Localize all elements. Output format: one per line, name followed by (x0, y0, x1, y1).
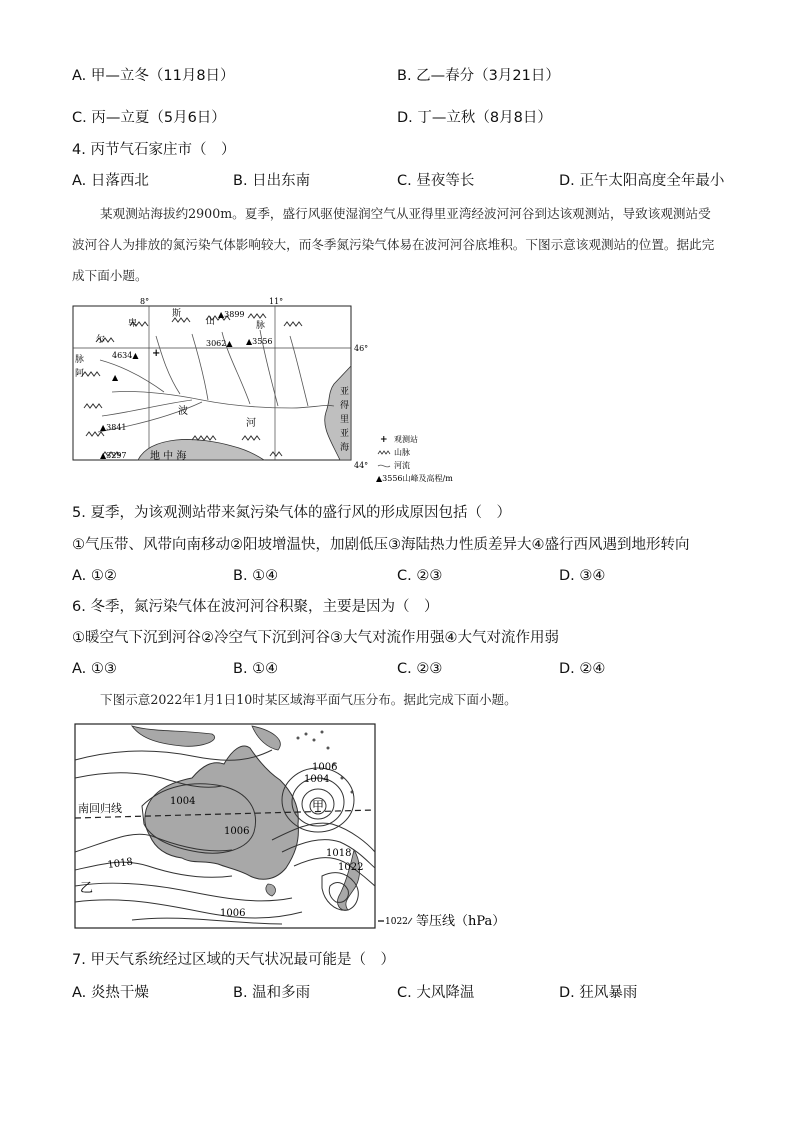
adriatic-char-5: 海 (340, 443, 350, 453)
q7-stem: 7. 甲天气系统经过区域的天气状况最可能是（ ） (72, 952, 395, 968)
mountain-char-4: 斯 (172, 309, 182, 319)
legend-river: 河流 (394, 461, 410, 470)
isobar-label-1018-west: 1018 (106, 856, 134, 871)
q6-option-c: C. ②③ (397, 661, 443, 677)
q5-option-a: A. ①② (72, 568, 117, 584)
isobar-label-1006-south: 1006 (220, 908, 246, 919)
isobar-label-1004-cyclone: 1004 (304, 774, 330, 785)
peak-3841: ▲3841 (100, 423, 127, 432)
mountain-char-6: 脉 (256, 321, 266, 331)
q5-option-d: D. ③④ (559, 568, 606, 584)
legend-peak: ▲3556山峰及高程/m (376, 474, 453, 483)
isobar-label-1018-east: 1018 (326, 848, 352, 859)
adriatic-char-4: 亚 (340, 429, 350, 439)
legend-mountain-icon (378, 451, 390, 454)
lat-label-46: 46° (354, 344, 369, 353)
adriatic-char-3: 里 (340, 415, 350, 425)
po-valley-map (72, 296, 454, 490)
peak-4634: 4634▲ (112, 351, 139, 360)
legend-station: 观测站 (394, 435, 418, 444)
adriatic-char-2: 得 (340, 401, 350, 411)
passage-1 (72, 198, 722, 291)
peak-3556: ▲3556 (246, 337, 273, 346)
q4-option-c: C. 昼夜等长 (397, 173, 475, 189)
peak-3297: ▲3297 (100, 451, 127, 460)
q6-option-b: B. ①④ (233, 661, 279, 677)
q4-option-d: D. 正午太阳高度全年最小 (559, 173, 725, 189)
mountain-char-1: 阿 (75, 369, 85, 379)
q7-option-c: C. 大风降温 (397, 985, 475, 1001)
peak-3062: 3062▲ (206, 339, 233, 348)
q7-option-b: B. 温和多雨 (233, 985, 311, 1001)
lat-label-44: 44° (354, 461, 369, 470)
legend-isobar-text: 等压线（hPa） (416, 914, 506, 929)
legend-station-icon: + (380, 435, 388, 445)
passage-2-text: 下图示意2022年1月1日10时某区域海平面气压分布。据此完成下面小题。 (100, 692, 517, 707)
pressure-legend (378, 913, 505, 929)
q3-option-b: B. 乙—春分（3月21日） (397, 68, 560, 84)
q7-option-d: D. 狂风暴雨 (559, 985, 638, 1001)
q3-option-c: C. 丙—立夏（5月6日） (72, 110, 226, 126)
tropic-label: 南回归线 (78, 802, 122, 815)
passage-2 (72, 684, 722, 715)
q5-stem: 5. 夏季，为该观测站带来氮污染气体的盛行风的形成原因包括（ ） (72, 505, 511, 521)
q6-option-a: A. ①③ (72, 661, 117, 677)
station-marker: + (152, 348, 161, 359)
q7-option-a: A. 炎热干燥 (72, 985, 149, 1001)
q3-option-d: D. 丁—立秋（8月8日） (397, 110, 552, 126)
q6-option-d: D. ②④ (559, 661, 606, 677)
mountain-char-3: 卑 (128, 319, 138, 329)
q5-option-c: C. ②③ (397, 568, 443, 584)
q5-option-b: B. ①④ (233, 568, 279, 584)
peak-3899: ▲3899 (218, 310, 245, 319)
sea-label: 地 中 海 (150, 451, 187, 462)
q4-option-b: B. 日出东南 (233, 173, 311, 189)
q6-stem: 6. 冬季，氮污染气体在波河河谷积聚，主要是因为（ ） (72, 599, 439, 615)
q4-option-a: A. 日落西北 (72, 173, 149, 189)
map-legend (376, 434, 453, 483)
point-jia: 甲 (312, 799, 325, 813)
isobar-label-1022: 1022 (338, 862, 364, 873)
mountain-char-a: 脉 (75, 355, 85, 365)
adriatic-char-1: 亚 (340, 387, 350, 397)
lon-label-11: 11° (269, 297, 284, 306)
point-yi: 乙 (80, 881, 94, 896)
q3-option-a: A. 甲—立冬（11月8日） (72, 68, 235, 84)
legend-isobar-value: 1022 (385, 917, 408, 927)
legend-river-icon (378, 465, 390, 467)
legend-mountain: 山脉 (394, 448, 410, 457)
sea-level-pressure-map (72, 720, 522, 934)
mountain-char-2: 尔 (96, 335, 106, 345)
river-char-2: 河 (246, 418, 256, 429)
peak-unlabeled: ▲ (112, 373, 119, 382)
q5-statements: ①气压带、风带向南移动②阳坡增温快，加剧低压③海陆热力性质差异大④盛行西风遇到地形转向 (72, 537, 690, 553)
mountain-char-5: 山 (206, 317, 216, 327)
isobar-label-1006-land: 1006 (224, 826, 250, 837)
river-char-1: 波 (178, 406, 188, 417)
isobar-label-1006-top: 1006 (312, 762, 338, 773)
q6-statements: ①暖空气下沉到河谷②冷空气下沉到河谷③大气对流作用强④大气对流作用弱 (72, 630, 559, 646)
lon-label-8: 8° (140, 297, 150, 306)
q4-stem: 4. 丙节气石家庄市（ ） (72, 142, 236, 158)
isobar-label-1004-land: 1004 (170, 796, 196, 807)
passage-1-text: 某观测站海拔约2900m。夏季，盛行风驱使湿润空气从亚得里亚湾经波河河谷到达该观测站，导致该观测站受波河谷人为排放的氮污染气体影响较大，而冬季氮污染气体易在波河河谷底堆积。下图示意该观测站的位置。据此完成下面小题。 (72, 206, 715, 283)
